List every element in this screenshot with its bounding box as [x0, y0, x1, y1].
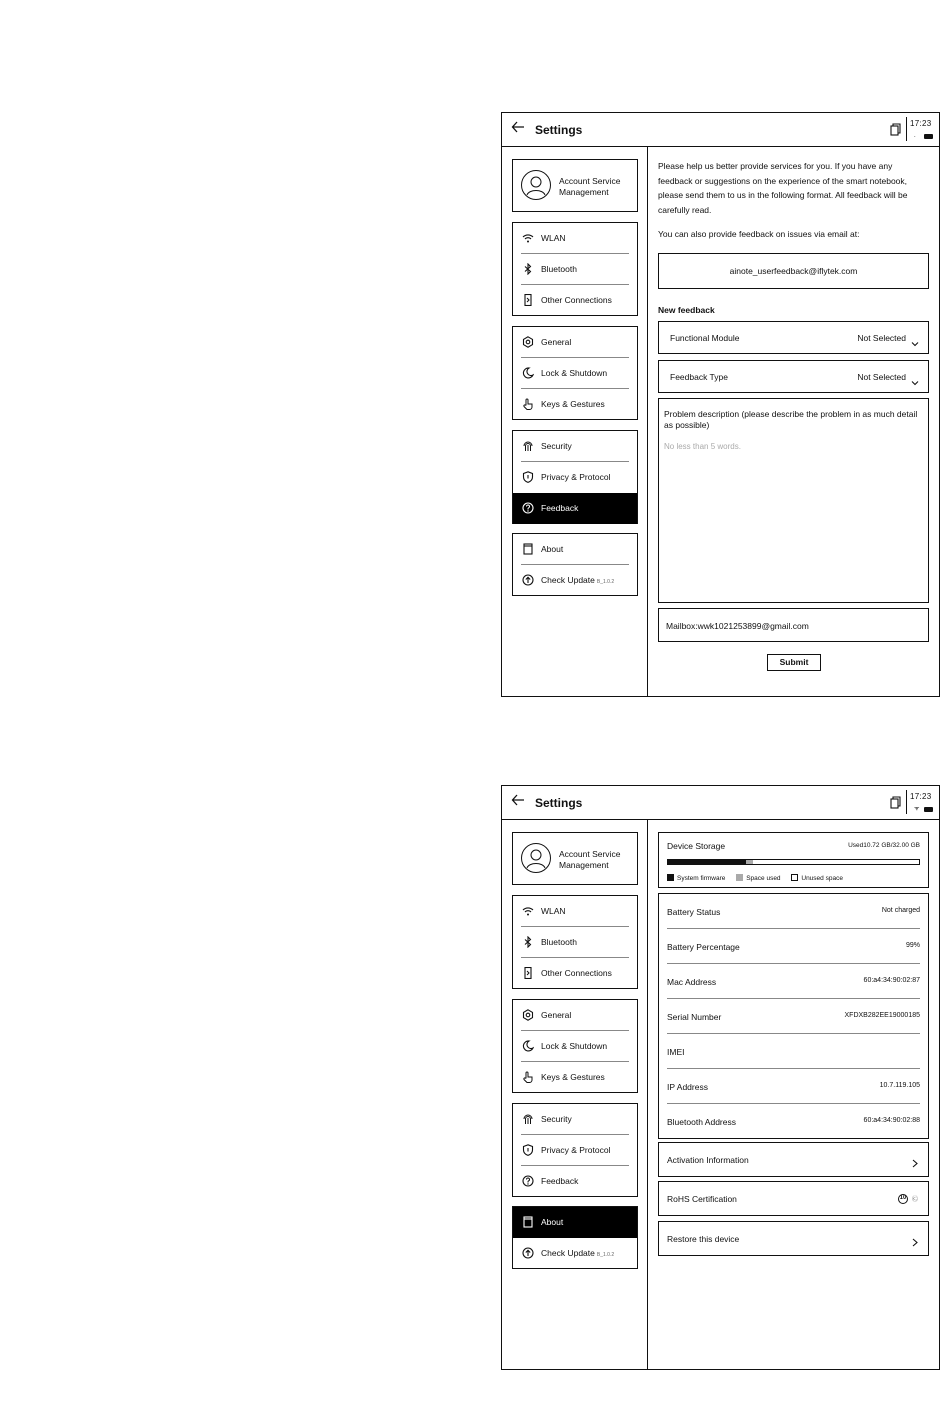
storage-bar-used: [746, 860, 754, 864]
info-row-battery-percentage: Battery Percentage 99%: [667, 929, 920, 964]
bluetooth-icon: [521, 936, 534, 949]
sidebar-item-general[interactable]: General: [513, 1000, 637, 1031]
submit-button[interactable]: Submit: [767, 654, 821, 671]
description-label: Problem description (please describe the problem in as much detail as possible): [664, 409, 918, 430]
device-info-card: [658, 893, 929, 1139]
device-storage-card: [658, 832, 929, 888]
storage-legend: System firmware Space used Unused space: [667, 874, 852, 882]
legend-swatch-unused: [791, 874, 798, 881]
about-group: [512, 1206, 638, 1269]
avatar-icon: [521, 843, 551, 873]
feedback-email-box: ainote_userfeedback@iflytek.com: [658, 253, 929, 289]
version-label: B_1.0.2: [596, 1252, 615, 1258]
upload-icon: [521, 1247, 534, 1260]
multiwindow-icon[interactable]: [890, 796, 901, 809]
sidebar-item-general[interactable]: General: [513, 327, 637, 358]
sidebar-item-keys-gestures[interactable]: Keys & Gestures: [513, 1062, 637, 1093]
security-group: [512, 430, 638, 524]
sidebar-item-check-update[interactable]: [513, 565, 637, 596]
page-title: Settings: [535, 796, 583, 810]
feedback-panel: [648, 147, 939, 696]
sidebar-item-bluetooth[interactable]: Bluetooth: [513, 254, 637, 285]
email-intro: You can also provide feedback on issues via email at:: [658, 229, 860, 239]
info-row-imei: IMEI: [667, 1034, 920, 1069]
general-group: [512, 326, 638, 420]
description-placeholder: No less than 5 words.: [664, 442, 741, 451]
version-label: B_1.0.2: [596, 579, 615, 585]
connections-group: [512, 895, 638, 989]
back-arrow-icon[interactable]: [510, 120, 526, 138]
wifi-icon: [521, 232, 534, 245]
settings-feedback-screen: [501, 112, 940, 697]
battery-icon: [924, 134, 933, 139]
legend-swatch-system: [667, 874, 674, 881]
fingerprint-icon: [521, 1113, 534, 1126]
gear-icon: [521, 1009, 534, 1022]
info-row-mac-address: Mac Address 60:a4:34:90:02:87: [667, 964, 920, 999]
sidebar-item-feedback[interactable]: Feedback: [513, 1166, 637, 1197]
sidebar-item-wlan[interactable]: WLAN: [513, 896, 637, 927]
legend-swatch-used: [736, 874, 743, 881]
connections-icon: [521, 967, 534, 980]
chevron-right-icon: [912, 1155, 918, 1173]
chevron-down-icon: [911, 334, 919, 352]
feedback-intro: Please help us better provide services for you. If you have any feedback or suggestions on the experience of the smart notebook, please send them to us in the following format. All feedback will be carefully read.: [658, 161, 908, 215]
storage-bar-system: [668, 860, 746, 864]
info-row-battery-status: Battery Status Not charged: [667, 894, 920, 929]
connections-group: [512, 222, 638, 316]
mailbox-field[interactable]: Mailbox:wwk1021253899@gmail.com: [658, 608, 929, 642]
account-label: Account Service Management: [559, 849, 621, 870]
moon-icon: [521, 367, 534, 380]
account-card[interactable]: [512, 159, 638, 212]
chevron-down-icon: [911, 373, 919, 391]
upload-icon: [521, 574, 534, 587]
info-row-bluetooth-address: Bluetooth Address 60:a4:34:90:02:88: [667, 1117, 920, 1127]
sidebar-item-lock-shutdown[interactable]: Lock & Shutdown: [513, 1031, 637, 1062]
back-arrow-icon[interactable]: [510, 793, 526, 811]
gear-icon: [521, 336, 534, 349]
info-row-ip-address: IP Address 10.7.119.105: [667, 1069, 920, 1104]
connections-icon: [521, 294, 534, 307]
question-icon: [521, 502, 534, 515]
sidebar-item-privacy-protocol[interactable]: Privacy & Protocol: [513, 462, 637, 493]
restore-device-row[interactable]: Restore this device: [658, 1221, 929, 1256]
shield-icon: [521, 471, 534, 484]
sidebar-item-about[interactable]: About: [513, 534, 637, 565]
security-group: [512, 1103, 638, 1197]
info-row-serial-number: Serial Number XFDXB282EE19000185: [667, 999, 920, 1034]
wifi-icon: [521, 905, 534, 918]
sidebar-item-wlan[interactable]: WLAN: [513, 223, 637, 254]
multiwindow-icon[interactable]: [890, 123, 901, 136]
status-dot-icon: .: [914, 133, 916, 139]
divider: [906, 117, 907, 141]
top-bar: [502, 786, 939, 820]
divider: [906, 790, 907, 814]
wifi-status-icon: ᯤ: [914, 806, 920, 812]
storage-label: Device Storage: [667, 841, 726, 851]
sidebar-item-feedback[interactable]: Feedback: [513, 493, 637, 524]
battery-icon: [924, 807, 933, 812]
sidebar-item-check-update[interactable]: [513, 1238, 637, 1269]
avatar-icon: [521, 170, 551, 200]
about-icon: [521, 543, 534, 556]
sidebar-item-security[interactable]: Security: [513, 431, 637, 462]
shield-icon: [521, 1144, 534, 1157]
settings-sidebar: [502, 820, 648, 1369]
new-feedback-heading: New feedback: [658, 305, 715, 315]
activation-information-row[interactable]: Activation Information: [658, 1142, 929, 1177]
sidebar-item-lock-shutdown[interactable]: Lock & Shutdown: [513, 358, 637, 389]
functional-module-select[interactable]: Functional Module Not Selected: [658, 321, 929, 354]
sidebar-item-privacy-protocol[interactable]: Privacy & Protocol: [513, 1135, 637, 1166]
about-icon: [521, 1216, 534, 1229]
about-panel: [648, 820, 939, 1369]
sidebar-item-other-connections[interactable]: Other Connections: [513, 285, 637, 316]
storage-bar: [667, 859, 920, 865]
check-update-label: Check Update: [541, 575, 595, 585]
storage-used: Used10.72 GB/32.00 GB: [848, 842, 920, 849]
check-update-label: Check Update: [541, 1248, 595, 1258]
page-title: Settings: [535, 123, 583, 137]
settings-about-screen: [501, 785, 940, 1370]
account-label: Account Service Management: [559, 176, 621, 197]
sidebar-item-bluetooth[interactable]: Bluetooth: [513, 927, 637, 958]
rohs-mark-icon: 10 Ⓒ: [899, 1194, 918, 1204]
sidebar-item-about[interactable]: About: [513, 1207, 637, 1238]
general-group: [512, 999, 638, 1093]
about-group: [512, 533, 638, 596]
moon-icon: [521, 1040, 534, 1053]
hand-icon: [521, 1071, 534, 1084]
question-icon: [521, 1175, 534, 1188]
sidebar-item-other-connections[interactable]: Other Connections: [513, 958, 637, 989]
settings-sidebar: [502, 147, 648, 696]
account-card[interactable]: [512, 832, 638, 885]
top-bar: [502, 113, 939, 147]
bluetooth-icon: [521, 263, 534, 276]
sidebar-item-security[interactable]: Security: [513, 1104, 637, 1135]
problem-description-input[interactable]: [658, 398, 929, 603]
clock: 17:23: [910, 792, 932, 801]
sidebar-item-keys-gestures[interactable]: Keys & Gestures: [513, 389, 637, 420]
fingerprint-icon: [521, 440, 534, 453]
clock: 17:23: [910, 119, 932, 128]
hand-icon: [521, 398, 534, 411]
rohs-certification-row[interactable]: RoHS Certification 10 Ⓒ: [658, 1181, 929, 1216]
feedback-type-select[interactable]: Feedback Type Not Selected: [658, 360, 929, 393]
chevron-right-icon: [912, 1234, 918, 1252]
